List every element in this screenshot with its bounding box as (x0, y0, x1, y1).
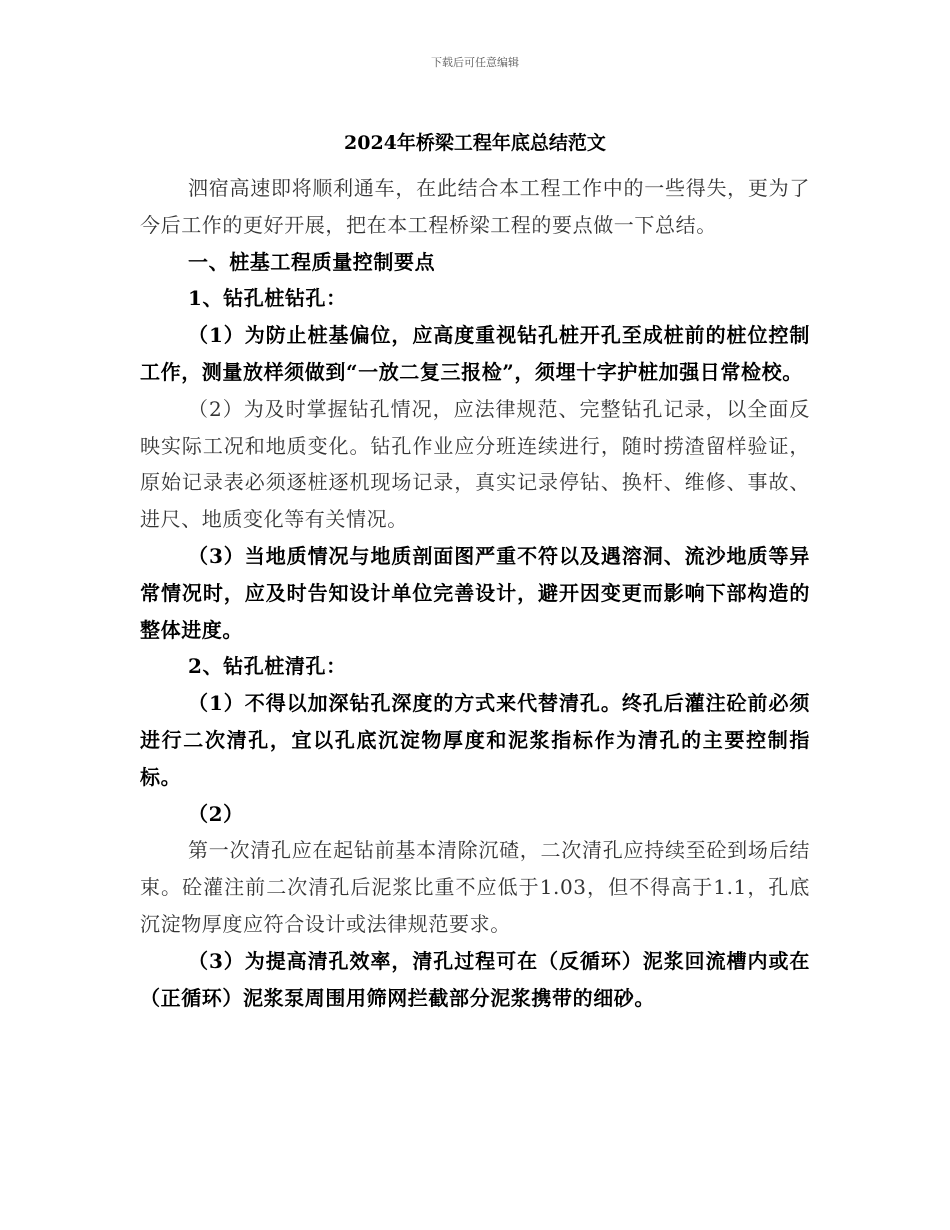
cleaning-item-1: （1）不得以加深钻孔深度的方式来代替清孔。终孔后灌注砼前必须进行二次清孔，宜以孔底沉淀物厚度和泥浆指标作为清孔的主要控制指标。 (140, 691, 810, 789)
subsection-heading-drilling: 1、钻孔桩钻孔： (188, 286, 347, 311)
cleaning-item-2-label: （2） (188, 801, 244, 826)
cleaning-item-2-text: 第一次清孔应在起钻前基本清除沉碴，二次清孔应持续至砼到场后结束。砼灌注前二次清孔后泥浆比重不应低于1.03，但不得高于1.1，孔底沉淀物厚度应符合设计或法律规范要求。 (140, 838, 810, 936)
section-heading-1: 一、桩基工程质量控制要点 (188, 249, 436, 274)
intro-paragraph: 泗宿高速即将顺利通车，在此结合本工程工作中的一些得失，更为了今后工作的更好开展，把在本工程桥梁工程的要点做一下总结。 (140, 176, 810, 237)
drilling-item-1: （1）为防止桩基偏位，应高度重视钻孔桩开孔至成桩前的桩位控制工作，测量放样须做到“一放二复三报检”，须埋十字护桩加强日常检校。 (140, 323, 810, 384)
header-note: 下载后可任意编辑 (431, 56, 519, 69)
drilling-item-3: （3）当地质情况与地质剖面图严重不符以及遇溶洞、流沙地质等异常情况时，应及时告知设计单位完善设计，避开因变更而影响下部构造的整体进度。 (140, 543, 810, 642)
subsection-heading-cleaning: 2、钻孔桩清孔： (188, 654, 347, 679)
drilling-item-2: （2）为及时掌握钻孔情况，应法律规范、完整钻孔记录，以全面反映实际工况和地质变化。钻孔作业应分班连续进行，随时捞渣留样验证，原始记录表必须逐桩逐机现场记录，真实记录停钻、换杆、维修、事故、进尺、地质变化等有关情况。 (140, 396, 810, 532)
document-title: 2024年桥梁工程年底总结范文 (344, 132, 606, 154)
document-body (140, 170, 810, 1016)
cleaning-item-3: （3）为提高清孔效率，清孔过程可在（反循环）泥浆回流槽内或在（正循环）泥浆泵周围用筛网拦截部分泥浆携带的细砂。 (140, 948, 810, 1010)
